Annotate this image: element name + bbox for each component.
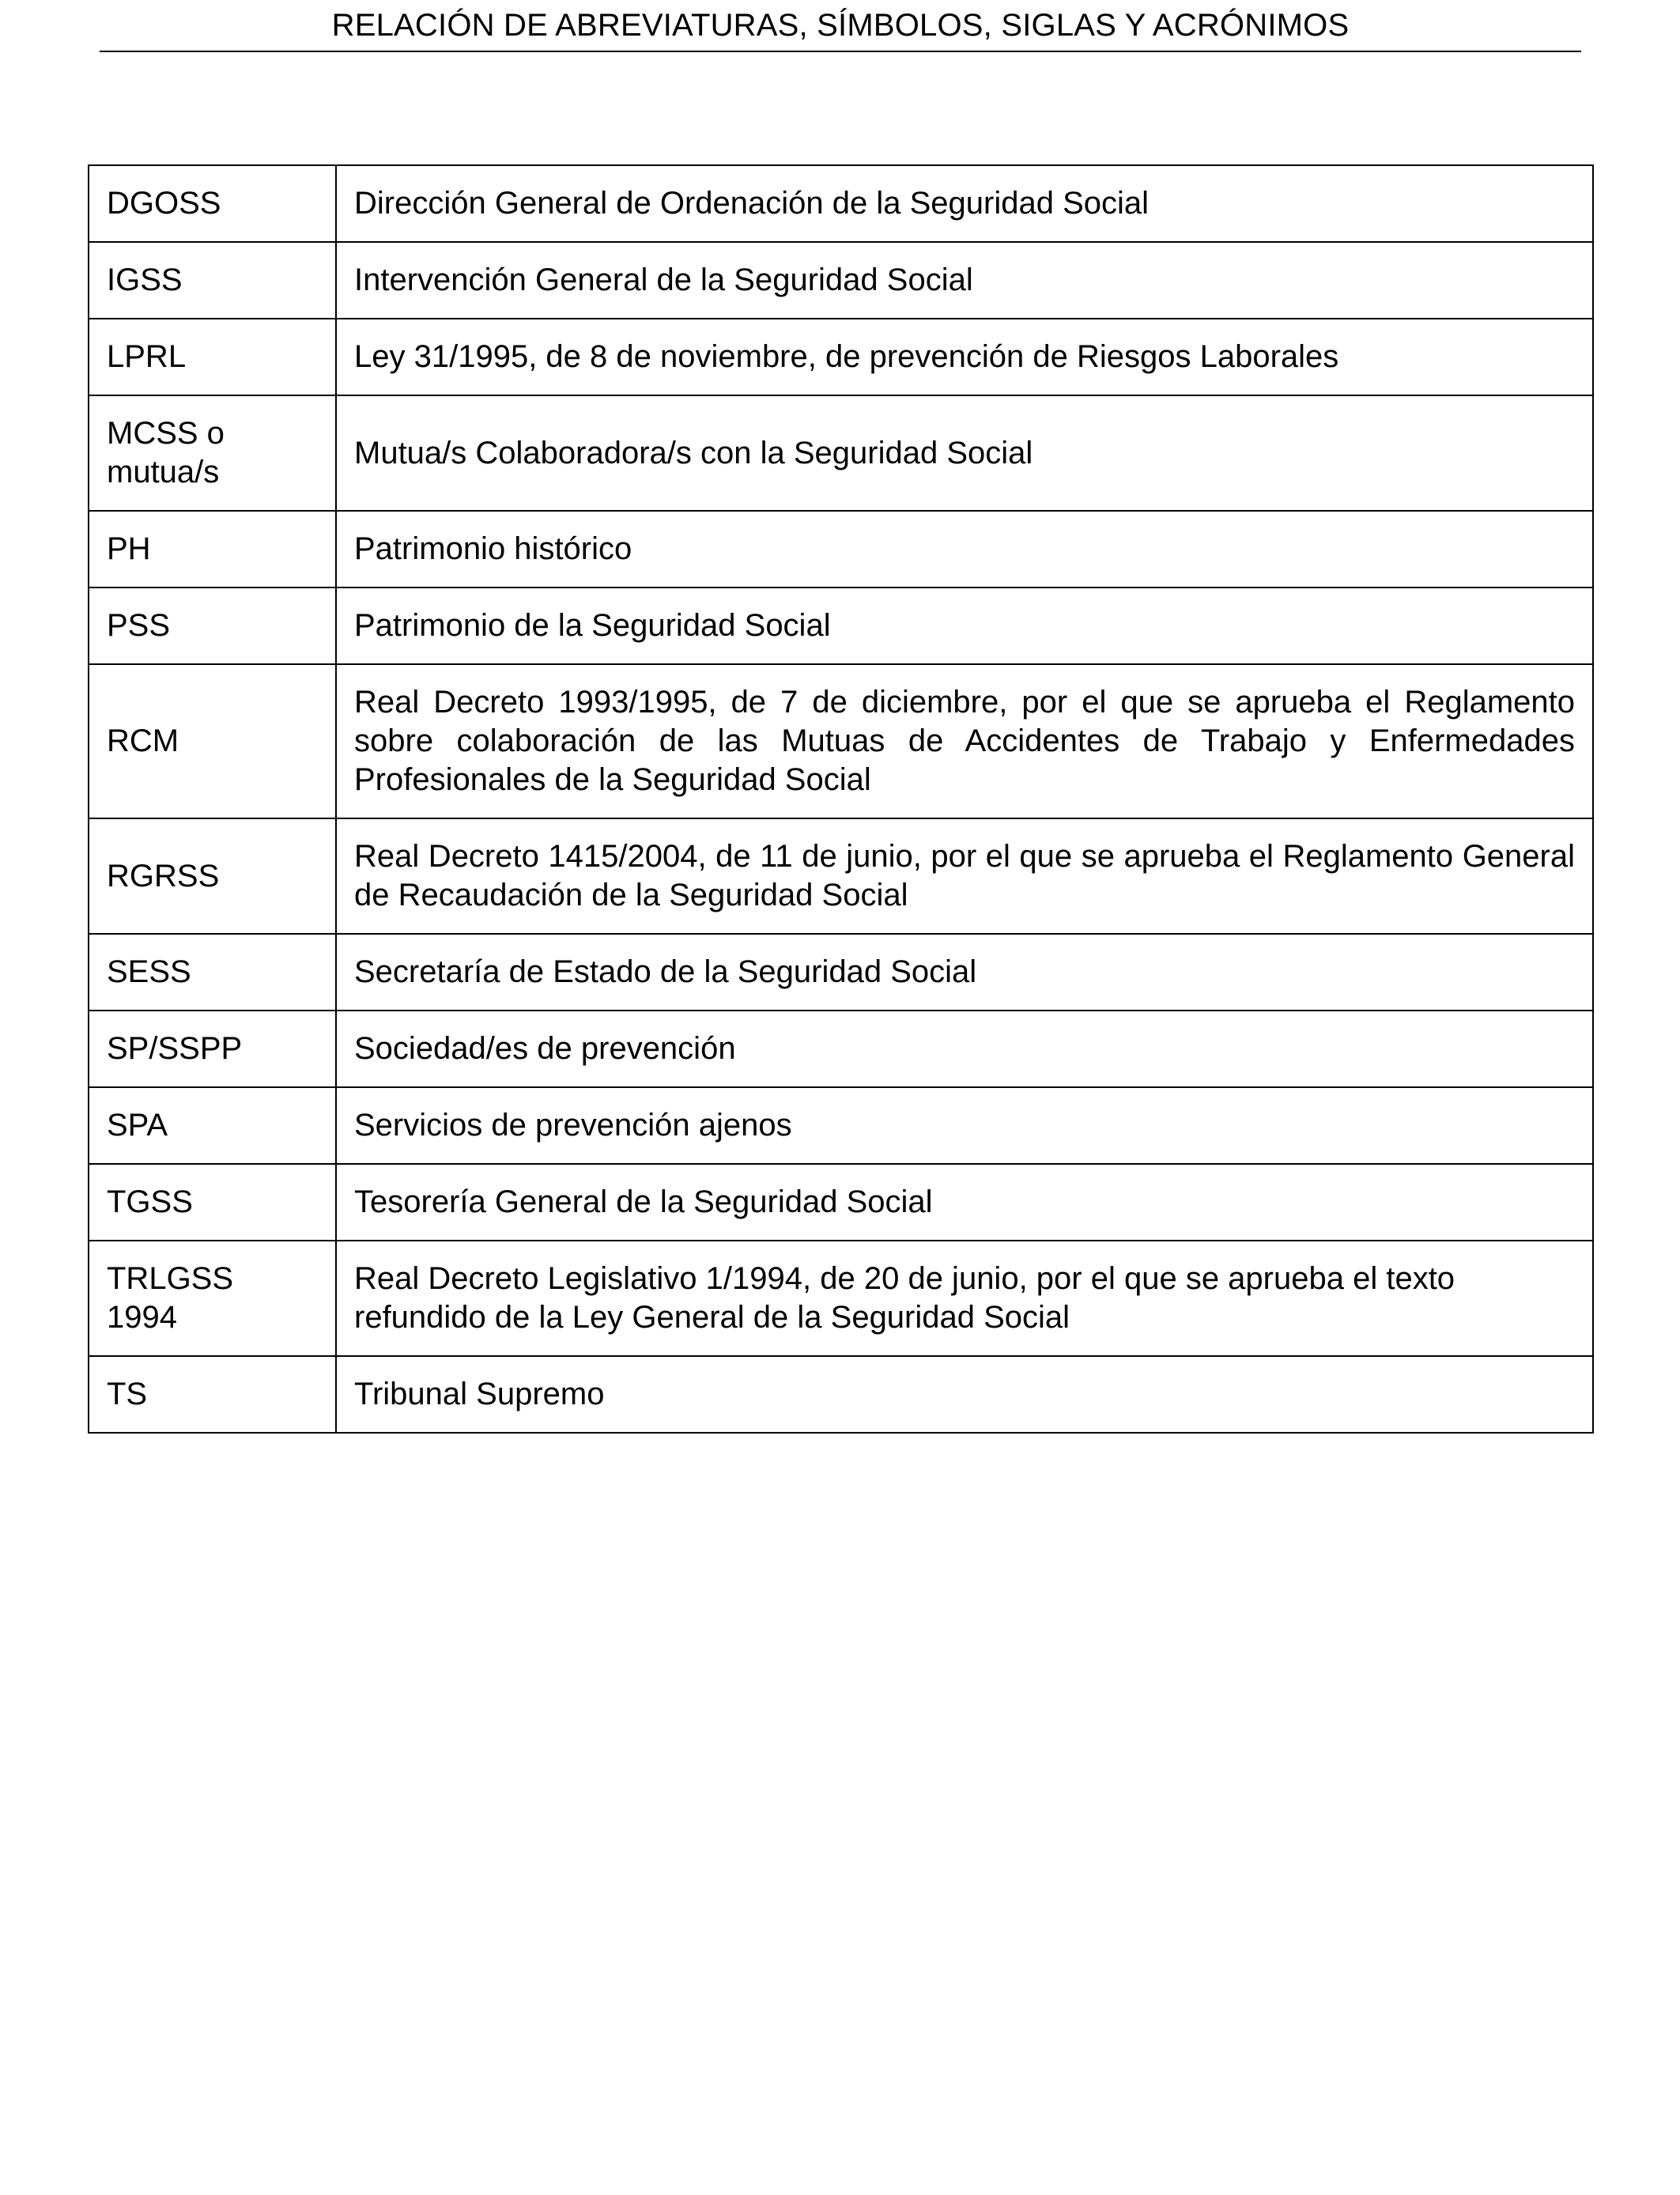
table-row (89, 664, 1593, 818)
page-header (100, 0, 1581, 52)
table-row (89, 1356, 1593, 1433)
abbreviation-cell: SP/SSPP (89, 1011, 336, 1087)
definition-cell: Real Decreto 1993/1995, de 7 de diciembre, por el que se aprueba el Reglamento sobre colaboración de las Mutuas de Accidentes de Trabajo y Enfermedades Profesionales de la Seguridad Social (336, 664, 1593, 818)
definition-cell: Patrimonio histórico (336, 511, 1593, 587)
abbreviation-cell: SPA (89, 1087, 336, 1164)
table-row (89, 934, 1593, 1011)
definition-cell: Secretaría de Estado de la Seguridad Social (336, 934, 1593, 1011)
abbreviation-line: TRLGSS (107, 1261, 234, 1296)
abbreviation-cell: LPRL (89, 319, 336, 395)
abbreviation-cell: RCM (89, 664, 336, 818)
table-row (89, 1241, 1593, 1356)
definition-cell: Ley 31/1995, de 8 de noviembre, de prevención de Riesgos Laborales (336, 319, 1593, 395)
abbreviation-cell: IGSS (89, 242, 336, 319)
abbreviation-line: 1994 (107, 1300, 177, 1335)
table-row (89, 165, 1593, 242)
abbreviation-cell: DGOSS (89, 165, 336, 242)
table-row (89, 1011, 1593, 1087)
abbreviation-cell: TS (89, 1356, 336, 1433)
table-row (89, 1164, 1593, 1241)
abbreviation-cell: TGSS (89, 1164, 336, 1241)
definition-cell: Tesorería General de la Seguridad Social (336, 1164, 1593, 1241)
definition-cell: Patrimonio de la Seguridad Social (336, 587, 1593, 664)
table-row (89, 587, 1593, 664)
table-row (89, 511, 1593, 587)
abbreviation-cell (89, 1241, 336, 1356)
abbreviation-cell: PH (89, 511, 336, 587)
abbreviations-table (88, 164, 1594, 1434)
definition-cell: Sociedad/es de prevención (336, 1011, 1593, 1087)
definition-cell: Real Decreto Legislativo 1/1994, de 20 de junio, por el que se aprueba el texto refundido de la Ley General de la Seguridad Social (336, 1241, 1593, 1356)
abbreviation-cell: RGRSS (89, 818, 336, 934)
definition-cell: Tribunal Supremo (336, 1356, 1593, 1433)
abbreviation-cell: SESS (89, 934, 336, 1011)
abbreviation-cell (89, 395, 336, 511)
abbreviation-cell: PSS (89, 587, 336, 664)
definition-cell: Servicios de prevención ajenos (336, 1087, 1593, 1164)
abbreviation-line: MCSS o (107, 416, 225, 451)
table-row (89, 1087, 1593, 1164)
definition-cell: Dirección General de Ordenación de la Seguridad Social (336, 165, 1593, 242)
table-row (89, 319, 1593, 395)
definition-cell: Real Decreto 1415/2004, de 11 de junio, por el que se aprueba el Reglamento General de Recaudación de la Seguridad Social (336, 818, 1593, 934)
definition-cell: Intervención General de la Seguridad Social (336, 242, 1593, 319)
definition-cell: Mutua/s Colaboradora/s con la Seguridad Social (336, 395, 1593, 511)
page-title: RELACIÓN DE ABREVIATURAS, SÍMBOLOS, SIGLAS Y ACRÓNIMOS (331, 8, 1350, 43)
table-row (89, 395, 1593, 511)
table-row (89, 818, 1593, 934)
abbreviation-line: mutua/s (107, 455, 220, 489)
table-row (89, 242, 1593, 319)
